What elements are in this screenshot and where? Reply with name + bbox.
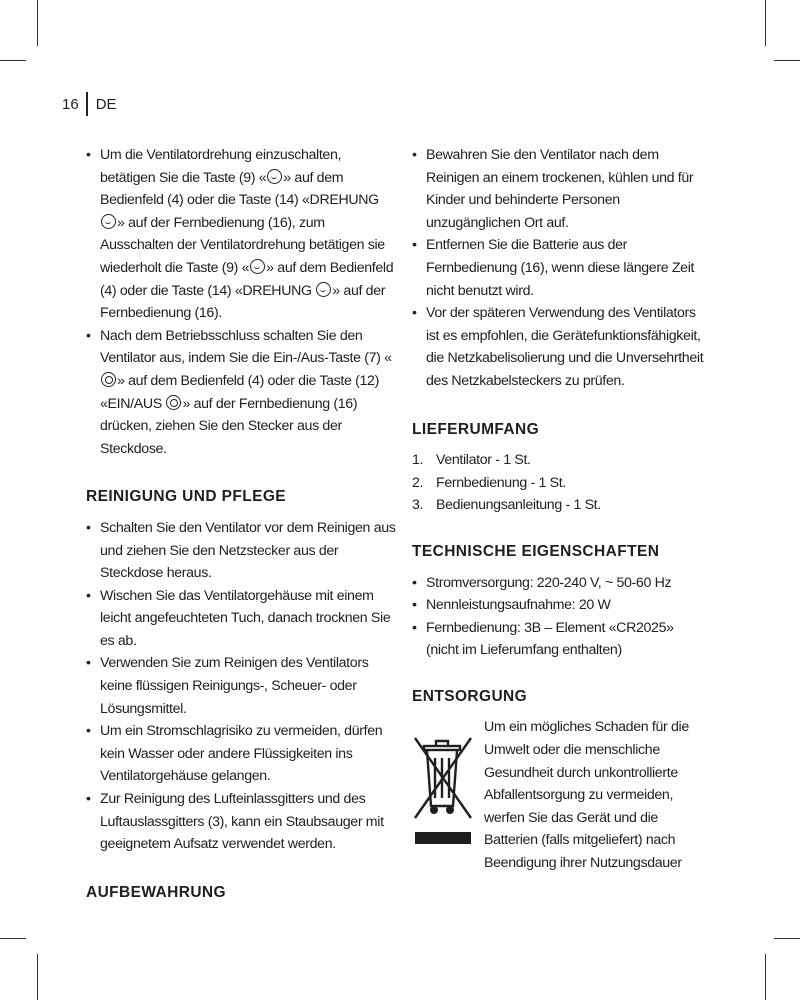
header-divider [86, 92, 88, 116]
language-code: DE [95, 95, 117, 113]
item-number: 1. [412, 452, 424, 469]
crop-mark [0, 60, 26, 61]
rotation-icon [267, 169, 282, 184]
disposal-text: Um ein mögliches Schaden für die Umwelt oder die menschliche Gesundheit durch unkontrollierte Abfallentsorgung zu vermeiden, werfen Sie das Gerät und die Batterien (falls mitgeliefert) nach Beendigung ihrer Nutzungsdauer [484, 719, 689, 872]
cleaning-list [86, 517, 396, 856]
disposal-block [412, 716, 706, 874]
section-title-storage: AUFBEWAHRUNG [86, 883, 226, 901]
text-segment: Nach dem Betriebsschluss schalten Sie den Ventilator aus, indem Sie die Ein-/Aus-Taste (7) « [100, 327, 392, 367]
weee-crossed-bin-icon [412, 724, 474, 850]
section-title-specs: TECHNISCHE EIGENSCHAFTEN [412, 542, 660, 560]
list-item: • Verwenden Sie zum Reinigen des Ventilators keine flüssigen Reinigungs-, Scheuer- oder Lösungsmittel. [86, 652, 396, 720]
crop-mark [37, 0, 38, 46]
text-segment: Um die Ventilatordrehung einzuschalten, betätigen Sie die Taste (9) « [100, 147, 342, 186]
rotation-icon [316, 282, 331, 297]
list-item [412, 449, 706, 472]
section-title-cleaning: REINIGUNG UND PFLEGE [86, 488, 287, 506]
list-item [412, 494, 706, 517]
list-item: • Stromversorgung: 220-240 V, ~ 50-60 Hz [412, 572, 706, 595]
list-item [86, 325, 396, 461]
text-segment: » auf der Fernbedienung (16) drücken, ziehen Sie den Stecker aus der Steckdose. [100, 395, 358, 457]
left-column [86, 144, 396, 904]
power-icon [101, 372, 116, 387]
text-segment: » auf dem Bedienfeld (4) oder die Taste (14) «DREHUNG [100, 169, 379, 209]
item-number: 3. [412, 497, 424, 514]
crop-mark [765, 0, 766, 46]
item-text: Ventilator - 1 St. [436, 452, 531, 469]
list-item: • Wischen Sie das Ventilatorgehäuse mit einem leicht angefeuchteten Tuch, danach trocknen Sie es ab. [86, 585, 396, 653]
text-segment: » auf dem Bedienfeld (4) oder die Taste (12) «EIN/AUS [100, 372, 379, 412]
crop-mark [0, 938, 26, 939]
power-icon [166, 395, 181, 410]
text-segment: » auf dem Bedienfeld (4) oder die Taste (14) «DREHUNG [100, 259, 394, 299]
text-segment: » auf der Fernbedienung (16). [100, 282, 386, 322]
section-title-delivery: LIEFERUMFANG [412, 420, 540, 438]
right-column [412, 144, 706, 875]
list-item: • Schalten Sie den Ventilator vor dem Reinigen aus und ziehen Sie den Netzstecker aus der Steckdose heraus. [86, 517, 396, 585]
page-number: 16 [62, 95, 79, 113]
list-item: • Nennleistungsaufnahme: 20 W [412, 594, 706, 617]
list-item: • Fernbedienung: 3B – Element «CR2025» (nicht im Lieferumfang enthalten) [412, 617, 706, 662]
rotation-icon [250, 259, 265, 274]
item-text: Bedienungsanleitung - 1 St. [436, 497, 601, 514]
page-header [62, 92, 117, 116]
specs-list [412, 572, 706, 662]
delivery-list [412, 449, 706, 517]
list-item: • Bewahren Sie den Ventilator nach dem Reinigen an einem trockenen, kühlen und für Kinder und behinderte Personen unzugänglichen Ort auf. [412, 144, 706, 234]
crop-mark [765, 954, 766, 1000]
intro-bullet-list [86, 144, 396, 460]
storage-list [412, 144, 706, 393]
list-item: • Vor der späteren Verwendung des Ventilators ist es empfohlen, die Gerätefunktionsfähigkeit, die Netzkabelisolierung und die Unversehrtheit des Netzkabelsteckers zu prüfen. [412, 302, 706, 392]
item-number: 2. [412, 474, 424, 491]
section-title-disposal: ENTSORGUNG [412, 687, 528, 705]
list-item [86, 144, 396, 325]
crop-mark [774, 60, 800, 61]
item-text: Fernbedienung - 1 St. [436, 474, 566, 491]
crop-mark [774, 938, 800, 939]
list-item [412, 472, 706, 495]
crop-mark [37, 954, 38, 1000]
list-item: • Um ein Stromschlagrisiko zu vermeiden, dürfen kein Wasser oder andere Flüssigkeiten ins Ventilatorgehäuse gelangen. [86, 720, 396, 788]
list-item: • Entfernen Sie die Batterie aus der Fernbedienung (16), wenn diese längere Zeit nicht benutzt wird. [412, 234, 706, 302]
list-item: • Zur Reinigung des Lufteinlassgitters und des Luftauslassgitters (3), kann ein Staubsauger mit geeignetem Aufsatz verwendet werden. [86, 788, 396, 856]
text-segment: » auf der Fernbedienung (16), zum Ausschalten der Ventilatordrehung betätigen sie wiederholt die Taste (9) « [100, 214, 385, 276]
rotation-icon [101, 214, 116, 229]
